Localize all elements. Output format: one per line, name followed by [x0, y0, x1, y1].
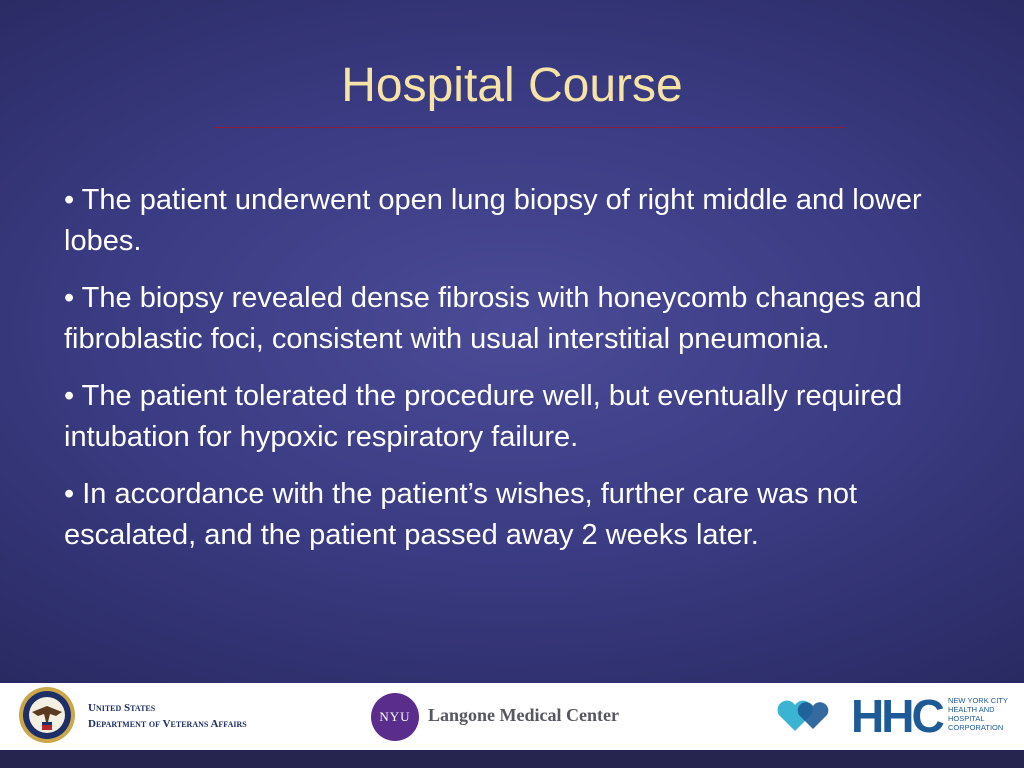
logo-footer: [0, 683, 1024, 750]
bullet-item: • The patient underwent open lung biopsy of right middle and lower lobes.: [64, 184, 922, 257]
bullet-item: • In accordance with the patient’s wishes, further care was not escalated, and the patient passed away 2 weeks later.: [64, 478, 858, 551]
footer-band: [0, 750, 1024, 768]
hhc-name-line: NEW YORK CITY: [948, 696, 1008, 705]
nyu-langone-wordmark: Langone Medical Center: [428, 705, 619, 725]
title-divider: [213, 127, 845, 128]
va-line-2: Department of Veterans Affairs: [88, 718, 247, 730]
nyu-seal-logo: NYU: [371, 693, 419, 741]
bullet-item: • The patient tolerated the procedure well, but eventually required intubation for hypoxic respiratory failure.: [64, 380, 903, 453]
hhc-name-line: HEALTH AND: [948, 705, 995, 714]
va-seal-icon: [18, 686, 76, 744]
slide-title: Hospital Course: [341, 59, 683, 112]
hhc-hearts-icon: [775, 695, 835, 735]
hhc-name-line: CORPORATION: [948, 723, 1004, 732]
bullet-list: [64, 180, 964, 572]
hhc-full-name: [948, 696, 1018, 732]
hhc-name-line: HOSPITAL: [948, 714, 985, 723]
va-line-1: United States: [88, 702, 156, 714]
bullet-item: • The biopsy revealed dense fibrosis with honeycomb changes and fibroblastic foci, consistent with usual interstitial pneumonia.: [64, 282, 922, 355]
hhc-logo-letters: HHC: [851, 690, 942, 742]
va-wordmark: [88, 700, 247, 732]
